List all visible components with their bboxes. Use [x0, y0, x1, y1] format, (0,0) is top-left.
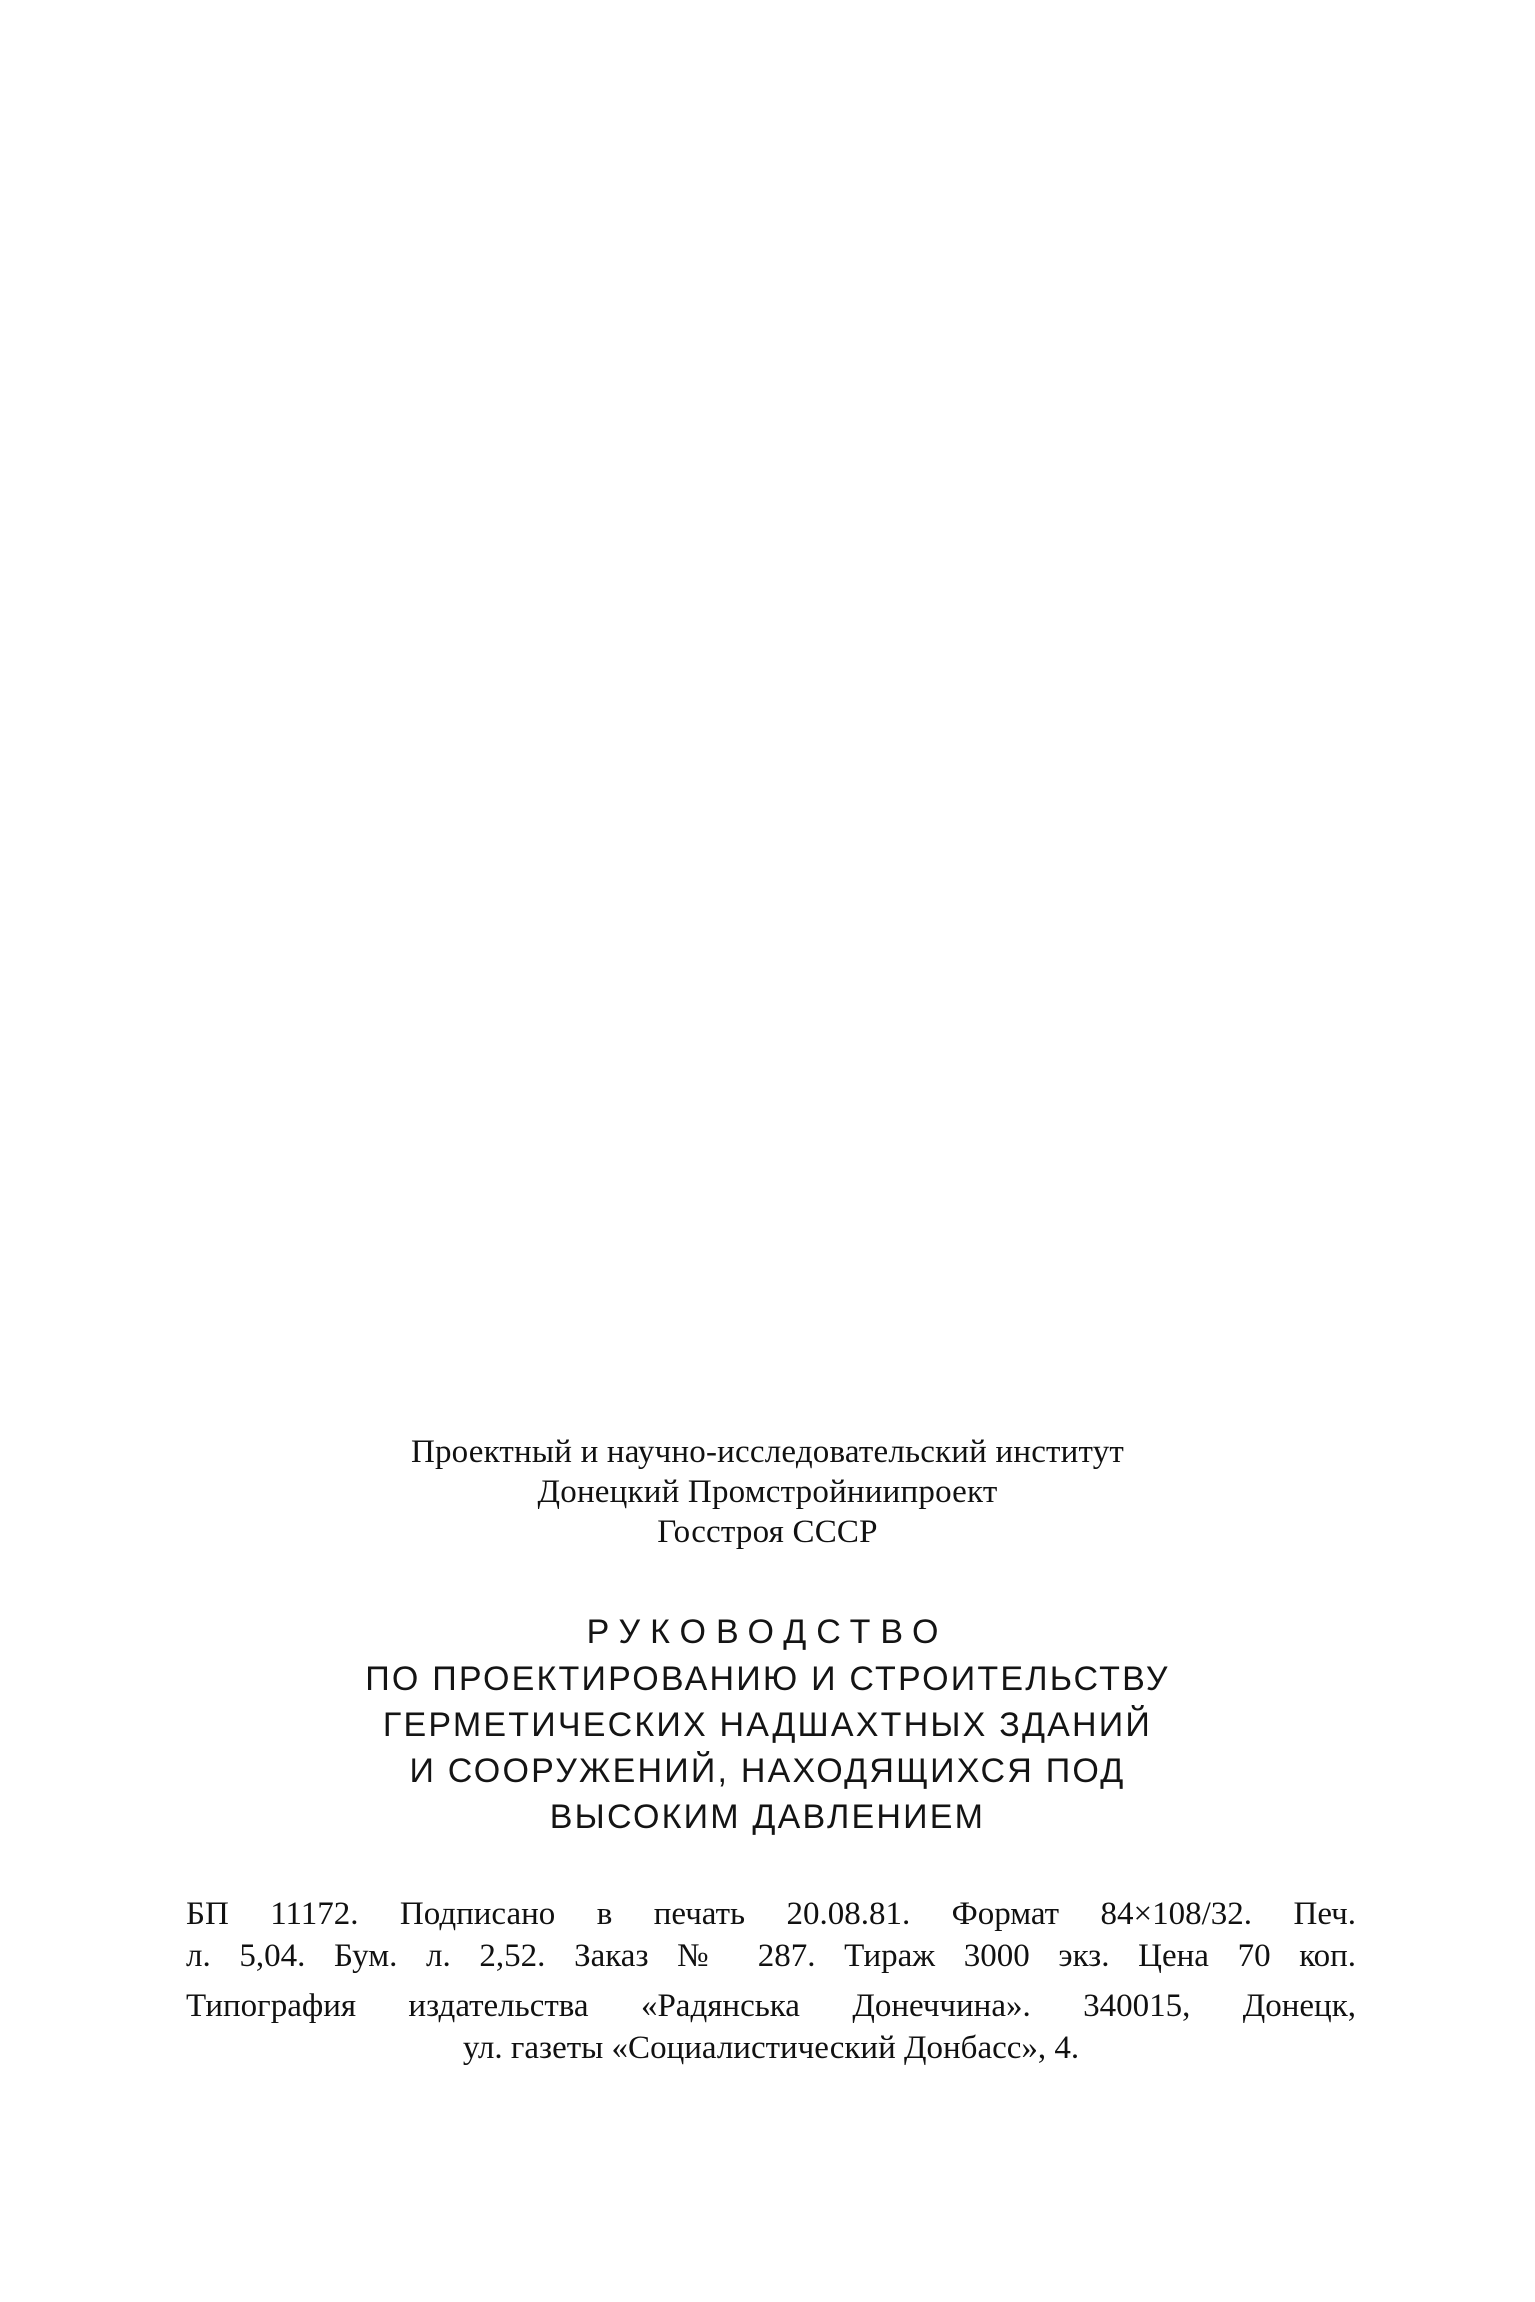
imprint-block	[186, 1893, 1356, 2069]
document-title	[0, 1610, 1535, 1840]
imprint-line-address: ул. газеты «Социалистический Донбасс», 4.	[462, 2030, 1080, 2066]
institute-name-line: Проектный и научно-исследовательский институт	[410, 1434, 1125, 1470]
title-line: ПО ПРОЕКТИРОВАНИЮ И СТРОИТЕЛЬСТВУ	[365, 1660, 1170, 1698]
institute-authority-line: Госстроя СССР	[657, 1514, 878, 1550]
imprint-line-order-info: л. 5,04. Бум. л. 2,52. Заказ № 287. Тираж 3000 экз. Цена 70 коп.	[186, 1938, 1356, 1974]
title-main: РУКОВОДСТВО	[586, 1613, 949, 1651]
institute-org-line: Донецкий Промстройниипроект	[537, 1474, 998, 1510]
title-line: И СООРУЖЕНИЙ, НАХОДЯЩИХСЯ ПОД	[409, 1752, 1126, 1790]
title-line: ГЕРМЕТИЧЕСКИХ НАДШАХТНЫХ ЗДАНИЙ	[382, 1706, 1153, 1744]
institute-header	[0, 1432, 1535, 1552]
title-line: ВЫСОКИМ ДАВЛЕНИЕМ	[549, 1798, 986, 1836]
imprint-line-print-info: БП 11172. Подписано в печать 20.08.81. Формат 84×108/32. Печ.	[186, 1896, 1356, 1932]
imprint-line-printer: Типография издательства «Радянська Донеччина». 340015, Донецк,	[186, 1988, 1356, 2024]
